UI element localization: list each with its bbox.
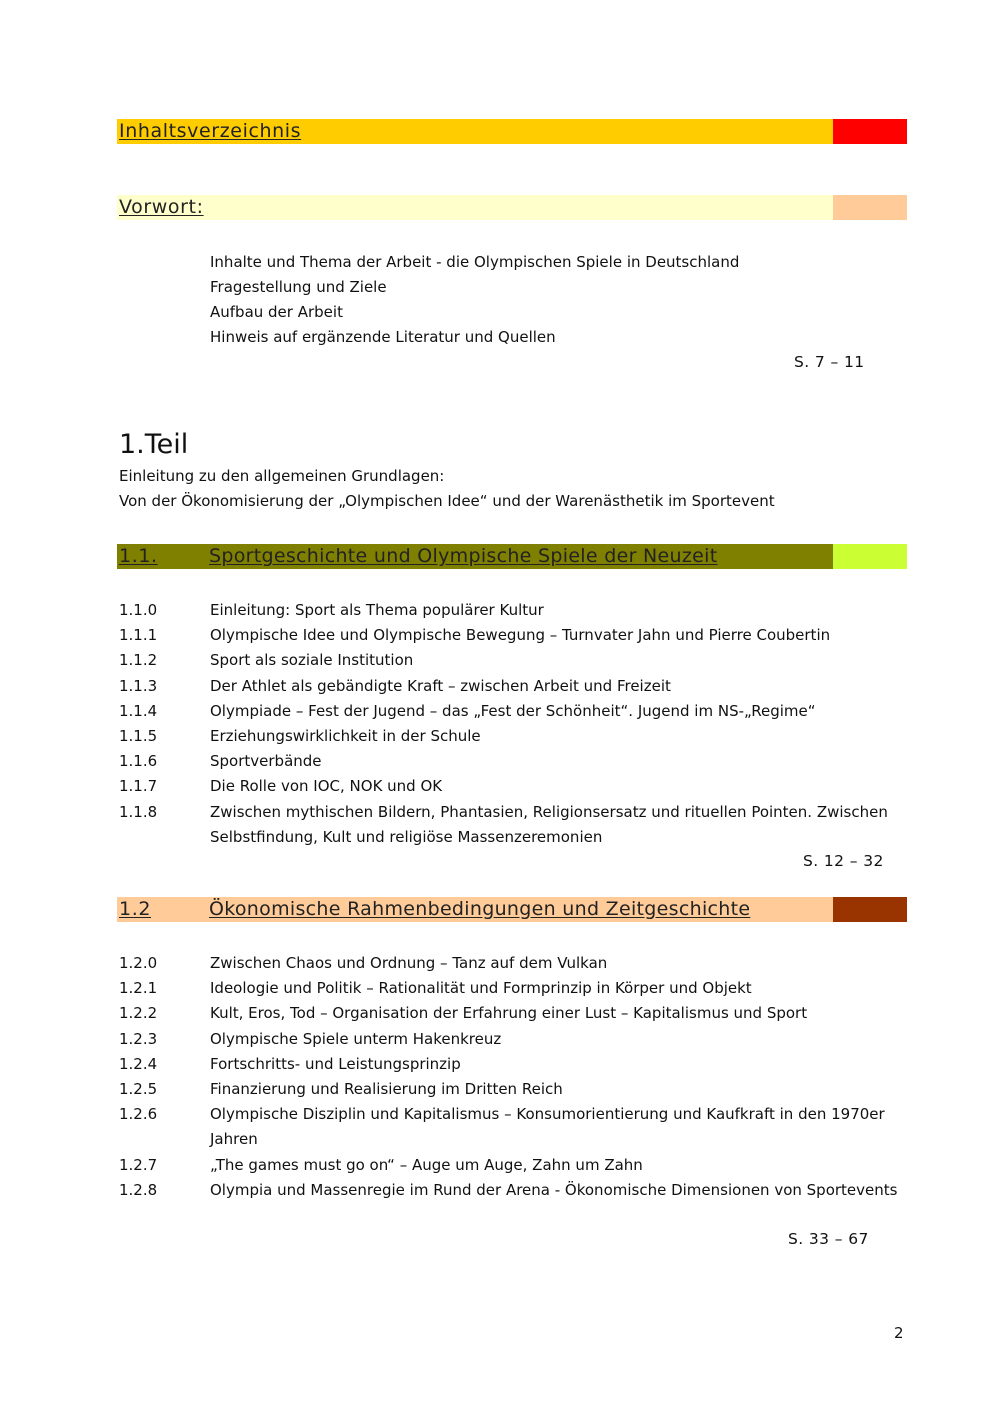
vorwort-item: Fragestellung und Ziele <box>210 278 387 296</box>
toc-entry <box>0 1129 1000 1154</box>
toc-entry <box>0 953 1000 978</box>
toc-entry <box>0 1104 1000 1129</box>
toc-entry-title: Sportverbände <box>210 752 322 771</box>
toc-entry-title: Der Athlet als gebändigte Kraft – zwischen Arbeit und Freizeit <box>210 676 671 695</box>
vorwort-heading-label: Vorwort: <box>119 196 204 218</box>
toc-entry-title: Selbstfindung, Kult und religiöse Massenzeremonien <box>210 827 603 846</box>
toc-entry-title: Die Rolle von IOC, NOK und OK <box>210 777 443 796</box>
toc-entry <box>0 1079 1000 1104</box>
toc-entry <box>0 776 1000 801</box>
toc-entry <box>0 1155 1000 1180</box>
toc-entry-number: 1.1.1 <box>119 626 158 645</box>
toc-entry-title: „The games must go on“ – Auge um Auge, Zahn um Zahn <box>210 1155 643 1174</box>
toc-heading-label: Inhaltsverzeichnis <box>119 120 302 142</box>
part-title: 1.Teil <box>119 429 189 460</box>
toc-entry <box>0 1003 1000 1028</box>
toc-entry-number: 1.1.8 <box>119 802 158 821</box>
section-number: 1.1. <box>119 545 158 567</box>
section-1-1-page-range: S. 12 – 32 <box>803 852 884 870</box>
toc-entry-number: 1.2.3 <box>119 1029 158 1048</box>
section-1-2-accent <box>833 897 907 922</box>
section-number: 1.2 <box>119 898 152 920</box>
toc-entry-title: Einleitung: Sport als Thema populärer Kultur <box>210 601 544 619</box>
toc-entry-title: Olympische Disziplin und Kapitalismus – Konsumorientierung und Kaufkraft in den 1970er <box>210 1105 885 1124</box>
vorwort-heading-band <box>117 195 907 220</box>
toc-entry-number: 1.2.5 <box>119 1080 158 1098</box>
toc-entry-title: Kult, Eros, Tod – Organisation der Erfahrung einer Lust – Kapitalismus und Sport <box>210 1004 808 1023</box>
part-subtitle: Von der Ökonomisierung der „Olympischen Idee“ und der Warenästhetik im Sportevent <box>119 492 775 510</box>
toc-entry <box>0 625 1000 650</box>
vorwort-item: Aufbau der Arbeit <box>210 303 343 321</box>
toc-entry-number: 1.1.5 <box>119 727 158 745</box>
toc-entry-number: 1.2.1 <box>119 979 158 998</box>
toc-entry <box>0 1054 1000 1079</box>
section-1-2-band <box>117 897 907 922</box>
toc-entry-number: 1.1.7 <box>119 777 158 796</box>
toc-entry-number: 1.1.2 <box>119 651 158 670</box>
toc-entry <box>0 827 1000 852</box>
page-number: 2 <box>894 1324 904 1342</box>
toc-entry-title: Fortschritts- und Leistungsprinzip <box>210 1054 461 1073</box>
toc-entry <box>0 650 1000 675</box>
section-1-1-accent <box>833 544 907 569</box>
toc-entry <box>0 751 1000 776</box>
toc-entry <box>0 600 1000 625</box>
section-title: Sportgeschichte und Olympische Spiele der Neuzeit <box>209 545 718 567</box>
toc-entry-number: 1.2.6 <box>119 1105 158 1124</box>
part-subtitle: Einleitung zu den allgemeinen Grundlagen: <box>119 467 445 485</box>
toc-entry-number: 1.2.4 <box>119 1054 158 1073</box>
toc-entry-title: Olympiade – Fest der Jugend – das „Fest der Schönheit“. Jugend im NS-„Regime“ <box>210 701 816 720</box>
toc-entry-number: 1.2.8 <box>119 1180 158 1199</box>
toc-entry-title: Jahren <box>210 1130 258 1149</box>
toc-entry <box>0 701 1000 726</box>
toc-entry-number: 1.1.4 <box>119 701 158 720</box>
toc-entry-number: 1.1.0 <box>119 601 158 619</box>
vorwort-page-range: S. 7 – 11 <box>794 353 865 371</box>
toc-entry-number: 1.2.7 <box>119 1155 158 1174</box>
toc-entry-title: Olympische Spiele unterm Hakenkreuz <box>210 1029 502 1048</box>
toc-entry <box>0 1180 1000 1205</box>
toc-entry-title: Olympia und Massenregie im Rund der Arena - Ökonomische Dimensionen von Sportevents <box>210 1180 898 1199</box>
section-1-1-band <box>117 544 907 569</box>
toc-entry-number: 1.2.0 <box>119 954 158 972</box>
vorwort-item: Hinweis auf ergänzende Literatur und Quellen <box>210 328 556 346</box>
toc-entry-title: Olympische Idee und Olympische Bewegung – Turnvater Jahn und Pierre Coubertin <box>210 626 831 645</box>
toc-entry-title: Zwischen mythischen Bildern, Phantasien, Religionsersatz und rituellen Pointen. Zwischen <box>210 802 888 821</box>
toc-entry-title: Erziehungswirklichkeit in der Schule <box>210 727 481 745</box>
section-title: Ökonomische Rahmenbedingungen und Zeitgeschichte <box>209 898 751 920</box>
toc-entry <box>0 802 1000 827</box>
vorwort-heading-bar <box>117 195 833 220</box>
toc-entry <box>0 676 1000 701</box>
toc-entry <box>0 978 1000 1003</box>
vorwort-heading-accent <box>833 195 907 220</box>
toc-entry-title: Zwischen Chaos und Ordnung – Tanz auf dem Vulkan <box>210 954 608 972</box>
toc-entry-title: Ideologie und Politik – Rationalität und Formprinzip in Körper und Objekt <box>210 979 752 998</box>
toc-entry-title: Sport als soziale Institution <box>210 651 414 670</box>
toc-entry-number: 1.2.2 <box>119 1004 158 1023</box>
toc-heading-accent <box>833 119 907 144</box>
toc-entry <box>0 1029 1000 1054</box>
toc-heading-band <box>117 119 907 144</box>
section-1-2-page-range: S. 33 – 67 <box>788 1230 869 1248</box>
toc-entry-title: Finanzierung und Realisierung im Dritten Reich <box>210 1080 563 1098</box>
toc-entry-number: 1.1.3 <box>119 676 158 695</box>
toc-entry <box>0 726 1000 751</box>
vorwort-item: Inhalte und Thema der Arbeit - die Olympischen Spiele in Deutschland <box>210 253 740 271</box>
toc-entry-number: 1.1.6 <box>119 752 158 771</box>
